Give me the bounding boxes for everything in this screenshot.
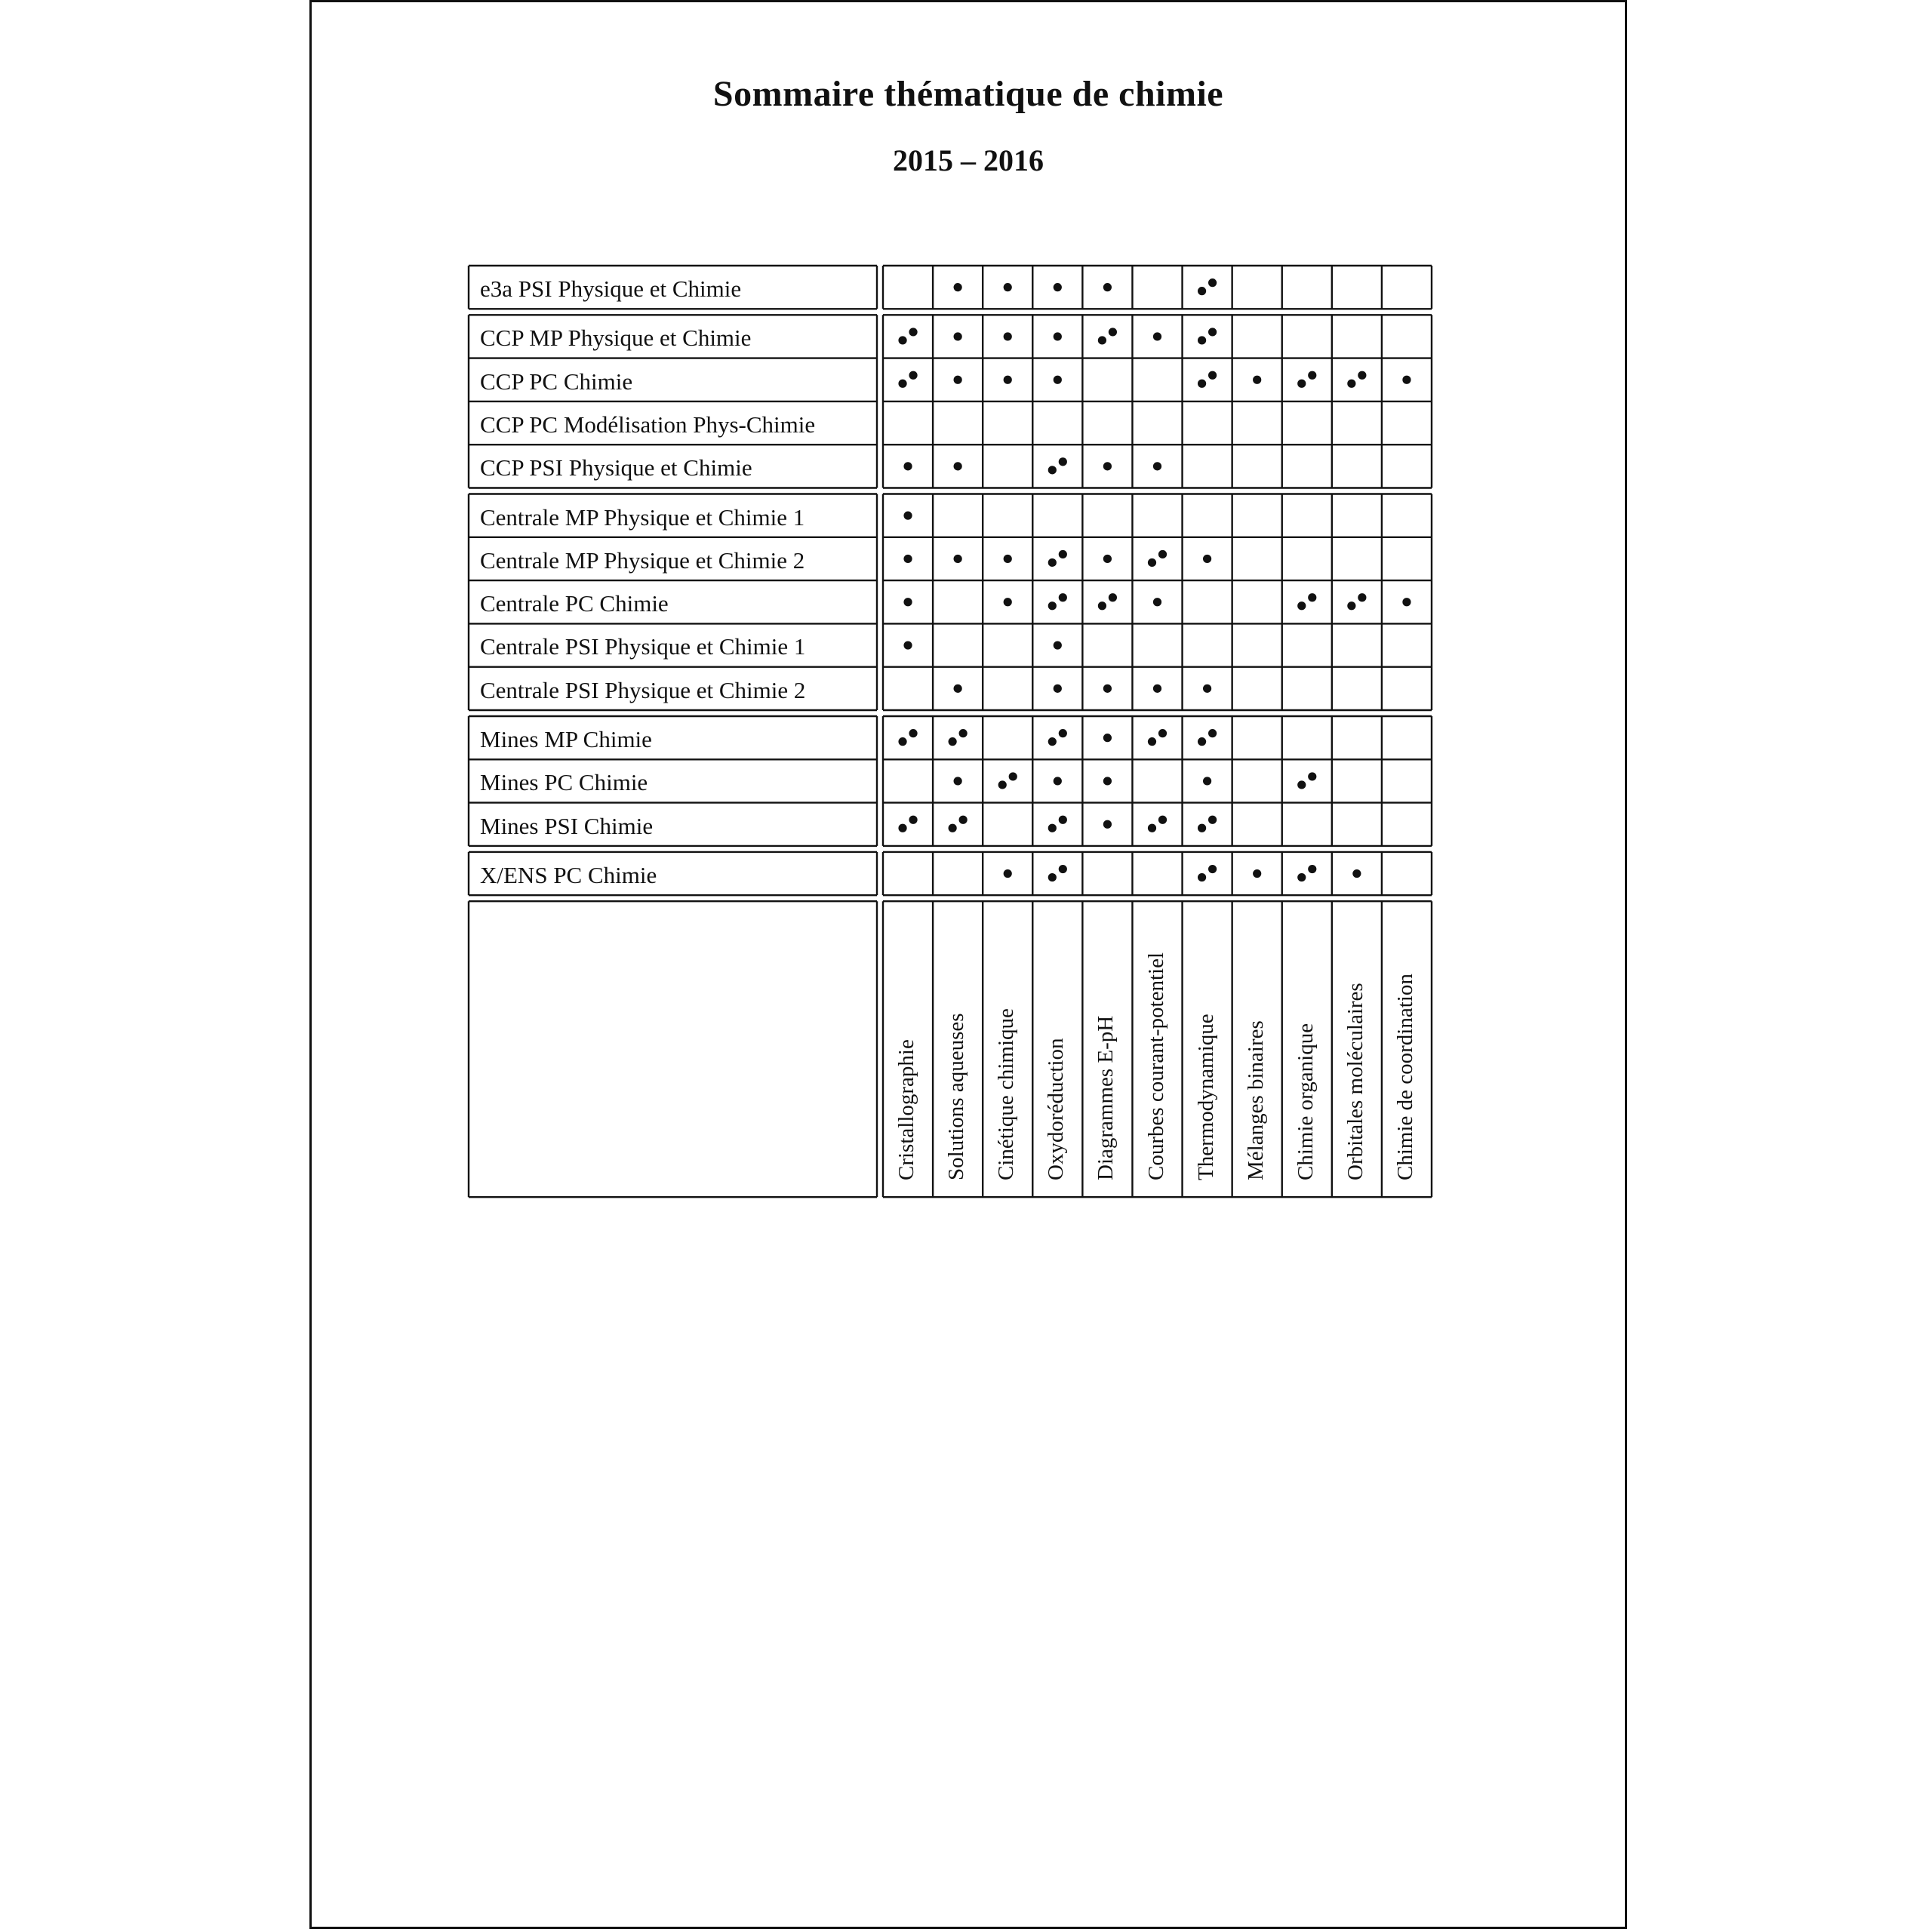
single-dot-mark: [1103, 777, 1112, 785]
single-dot-mark: [1103, 734, 1112, 742]
double-dot-mark: [1198, 873, 1206, 881]
row-label: Centrale MP Physique et Chimie 2: [480, 546, 805, 574]
single-dot-mark: [903, 555, 912, 563]
document-subtitle: 2015 – 2016: [893, 143, 1044, 177]
double-dot-mark: [1059, 550, 1067, 558]
single-dot-mark: [1352, 869, 1361, 878]
single-dot-mark: [1054, 777, 1062, 785]
column-label: Solutions aqueuses: [944, 1013, 969, 1181]
double-dot-mark: [959, 729, 968, 737]
single-dot-mark: [1402, 376, 1411, 384]
row-label: CCP PC Modélisation Phys-Chimie: [480, 411, 816, 438]
double-dot-mark: [1059, 816, 1067, 824]
single-dot-mark: [1054, 685, 1062, 693]
double-dot-mark: [898, 824, 906, 832]
row-label: Mines MP Chimie: [480, 726, 652, 752]
double-dot-mark: [898, 737, 906, 746]
double-dot-mark: [1048, 873, 1057, 881]
row-label: e3a PSI Physique et Chimie: [480, 275, 742, 302]
double-dot-mark: [1208, 328, 1217, 336]
document-title: Sommaire thématique de chimie: [712, 74, 1224, 114]
single-dot-mark: [954, 555, 962, 563]
row-label: Centrale MP Physique et Chimie 1: [480, 503, 805, 531]
double-dot-mark: [1297, 380, 1306, 388]
row-label: Mines PC Chimie: [480, 769, 648, 796]
double-dot-mark: [1297, 601, 1306, 610]
column-label: Courbes courant-potentiel: [1143, 952, 1168, 1181]
double-dot-mark: [1358, 371, 1366, 380]
double-dot-mark: [898, 380, 906, 388]
column-label: Mélanges binaires: [1243, 1020, 1268, 1181]
double-dot-mark: [1308, 593, 1316, 601]
single-dot-mark: [903, 512, 912, 520]
double-dot-mark: [909, 328, 917, 336]
double-dot-mark: [909, 371, 917, 380]
double-dot-mark: [1297, 780, 1306, 789]
double-dot-mark: [1098, 336, 1106, 344]
double-dot-mark: [1198, 380, 1206, 388]
double-dot-mark: [1208, 729, 1217, 737]
double-dot-mark: [949, 824, 957, 832]
row-label: X/ENS PC Chimie: [480, 861, 657, 888]
single-dot-mark: [1004, 555, 1012, 563]
double-dot-mark: [1048, 737, 1057, 746]
single-dot-mark: [1103, 820, 1112, 829]
double-dot-mark: [1358, 593, 1366, 601]
double-dot-mark: [1198, 737, 1206, 746]
double-dot-mark: [1148, 824, 1156, 832]
single-dot-mark: [1253, 376, 1261, 384]
double-dot-mark: [1048, 824, 1057, 832]
single-dot-mark: [954, 376, 962, 384]
single-dot-mark: [1054, 332, 1062, 340]
single-dot-mark: [1103, 462, 1112, 470]
single-dot-mark: [1054, 283, 1062, 291]
single-dot-mark: [903, 641, 912, 649]
row-label: Centrale PSI Physique et Chimie 2: [480, 676, 806, 703]
single-dot-mark: [1054, 376, 1062, 384]
double-dot-mark: [1059, 729, 1067, 737]
column-label: Chimie de coordination: [1392, 974, 1417, 1181]
single-dot-mark: [1103, 283, 1112, 291]
double-dot-mark: [1059, 593, 1067, 601]
double-dot-mark: [1009, 772, 1017, 780]
single-dot-mark: [1103, 555, 1112, 563]
double-dot-mark: [1158, 550, 1167, 558]
row-label: CCP PSI Physique et Chimie: [480, 454, 752, 481]
double-dot-mark: [898, 336, 906, 344]
double-dot-mark: [1048, 466, 1057, 474]
single-dot-mark: [1004, 869, 1012, 878]
single-dot-mark: [1153, 598, 1161, 606]
column-label: Thermodynamique: [1193, 1014, 1218, 1181]
double-dot-mark: [1148, 558, 1156, 567]
column-label: Diagrammes E-pH: [1094, 1015, 1118, 1181]
column-label: Orbitales moléculaires: [1343, 983, 1367, 1181]
row-label: Centrale PSI Physique et Chimie 1: [480, 633, 806, 660]
double-dot-mark: [1347, 601, 1355, 610]
double-dot-mark: [959, 816, 968, 824]
double-dot-mark: [1098, 601, 1106, 610]
single-dot-mark: [954, 283, 962, 291]
single-dot-mark: [1103, 685, 1112, 693]
double-dot-mark: [1048, 558, 1057, 567]
double-dot-mark: [1308, 865, 1316, 873]
single-dot-mark: [903, 462, 912, 470]
double-dot-mark: [1208, 865, 1217, 873]
single-dot-mark: [954, 685, 962, 693]
double-dot-mark: [1059, 457, 1067, 466]
single-dot-mark: [1004, 332, 1012, 340]
double-dot-mark: [949, 737, 957, 746]
single-dot-mark: [1153, 685, 1161, 693]
single-dot-mark: [954, 462, 962, 470]
double-dot-mark: [1347, 380, 1355, 388]
double-dot-mark: [1208, 816, 1217, 824]
single-dot-mark: [1054, 641, 1062, 649]
double-dot-mark: [1198, 824, 1206, 832]
double-dot-mark: [1109, 328, 1117, 336]
row-label: Centrale PC Chimie: [480, 590, 669, 617]
double-dot-mark: [1297, 873, 1306, 881]
double-dot-mark: [1208, 371, 1217, 380]
single-dot-mark: [1153, 462, 1161, 470]
single-dot-mark: [1004, 598, 1012, 606]
single-dot-mark: [1203, 555, 1211, 563]
single-dot-mark: [1153, 332, 1161, 340]
row-label: CCP PC Chimie: [480, 368, 633, 395]
row-label: Mines PSI Chimie: [480, 812, 654, 839]
double-dot-mark: [909, 816, 917, 824]
single-dot-mark: [1203, 777, 1211, 785]
double-dot-mark: [1308, 371, 1316, 380]
single-dot-mark: [954, 777, 962, 785]
single-dot-mark: [1004, 283, 1012, 291]
double-dot-mark: [1158, 816, 1167, 824]
single-dot-mark: [954, 332, 962, 340]
double-dot-mark: [1059, 865, 1067, 873]
column-label: Oxydoréduction: [1044, 1038, 1069, 1181]
column-label: Chimie organique: [1293, 1023, 1318, 1181]
double-dot-mark: [1109, 593, 1117, 601]
double-dot-mark: [998, 780, 1007, 789]
column-label: Cristallographie: [894, 1039, 919, 1181]
single-dot-mark: [1402, 598, 1411, 606]
double-dot-mark: [909, 729, 917, 737]
double-dot-mark: [1208, 278, 1217, 287]
single-dot-mark: [1253, 869, 1261, 878]
column-label: Cinétique chimique: [994, 1008, 1019, 1181]
double-dot-mark: [1198, 287, 1206, 295]
row-label: CCP MP Physique et Chimie: [480, 325, 752, 352]
double-dot-mark: [1048, 601, 1057, 610]
double-dot-mark: [1308, 772, 1316, 780]
double-dot-mark: [1198, 336, 1206, 344]
single-dot-mark: [903, 598, 912, 606]
double-dot-mark: [1158, 729, 1167, 737]
single-dot-mark: [1004, 376, 1012, 384]
single-dot-mark: [1203, 685, 1211, 693]
double-dot-mark: [1148, 737, 1156, 746]
